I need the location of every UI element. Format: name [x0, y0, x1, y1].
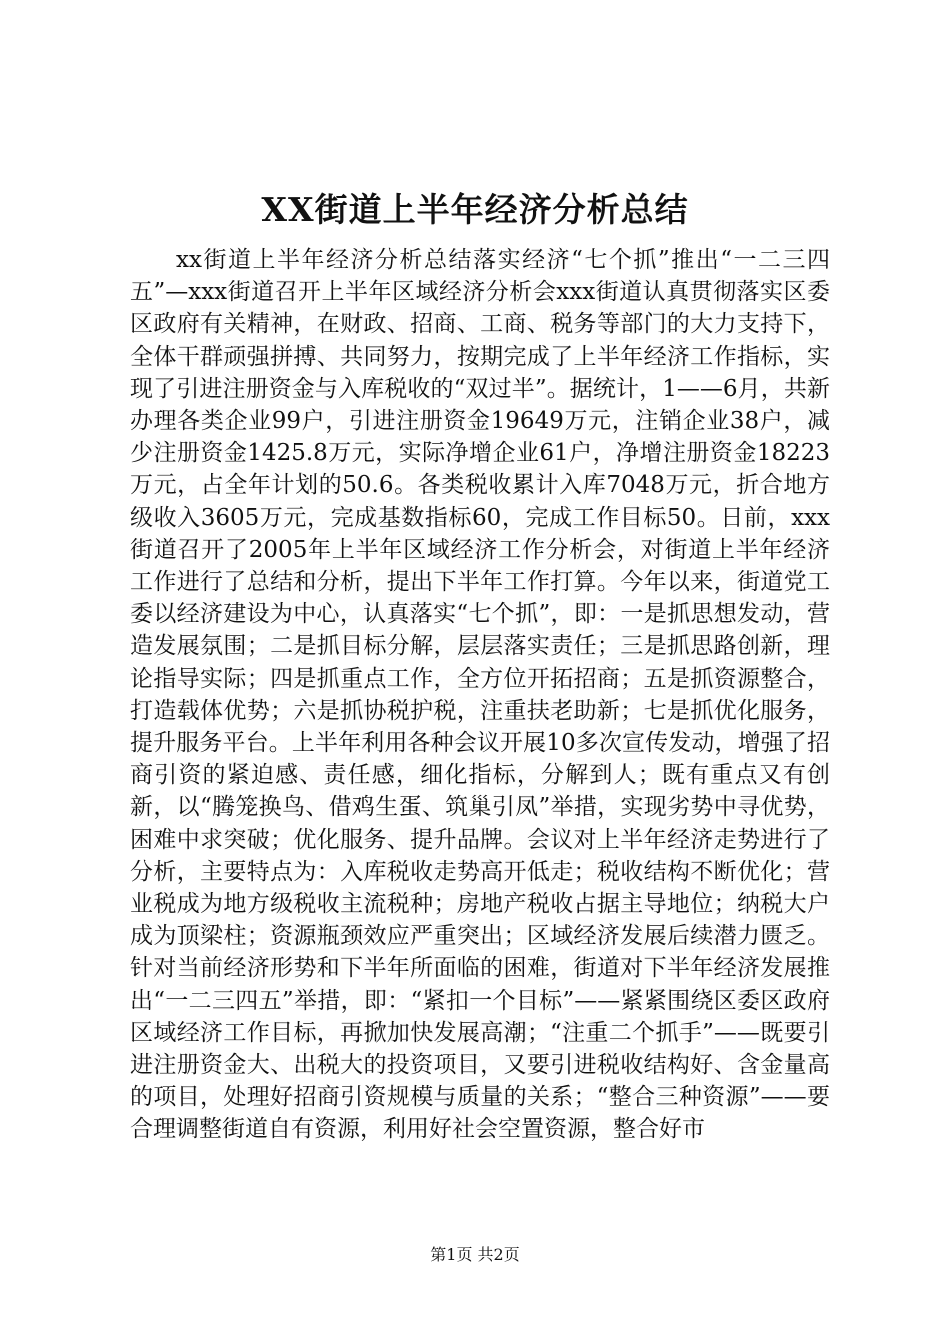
- page-footer: 第1页 共2页: [430, 1245, 520, 1264]
- document-title: XX街道上半年经济分析总结: [261, 190, 689, 229]
- document-body: xx街道上半年经济分析总结落实经济“七个抓”推出“一二三四五”—xxx街道召开上半年区域经济分析会xxx街道认真贯彻落实区委区政府有关精神，在财政、招商、工商、税务等部门的大力支持下，全体干群顽强拼搏、共同努力，按期完成了上半年经济工作指标，实现了引进注册资金与入库税收的“双过半”。据统计，1——6月，共新办理各类企业99户，引进注册资金19649万元，注销企业38户，减少注册资金1425.8万元，实际净增企业61户，净增注册资金18223万元，占全年计划的50.6。各类税收累计入库7048万元，折合地方级收入3605万元，完成基数指标60，完成工作目标50。日前，xxx街道召开了2005年上半年区域经济工作分析会，对街道上半年经济工作进行了总结和分析，提出下半年工作打算。今年以来，街道党工委以经济建设为中心，认真落实“七个抓”，即：一是抓思想发动，营造发展氛围；二是抓目标分解，层层落实责任；三是抓思路创新，理论指导实际；四是抓重点工作，全方位开拓招商；五是抓资源整合，打造载体优势；六是抓协税护税，注重扶老助新；七是抓优化服务，提升服务平台。上半年利用各种会议开展10多次宣传发动，增强了招商引资的紧迫感、责任感，细化指标，分解到人；既有重点又有创新，以“腾笼换鸟、借鸡生蛋、筑巢引凤”举措，实现劣势中寻优势，困难中求突破；优化服务、提升品牌。会议对上半年经济走势进行了分析，主要特点为：入库税收走势高开低走；税收结构不断优化；营业税成为地方级税收主流税种；房地产税收占据主导地位；纳税大户成为顶梁柱；资源瓶颈效应严重突出；区域经济发展后续潜力匮乏。针对当前经济形势和下半年所面临的困难，街道对下半年经济发展推出“一二三四五”举措，即：“紧扣一个目标”——紧紧围绕区委区政府区域经济工作目标，再掀加快发展高潮；“注重二个抓手”——既要引进注册资金大、出税大的投资项目，又要引进税收结构好、含金量高的项目，处理好招商引资规模与质量的关系；“整合三种资源”——要合理调整街道自有资源，利用好社会空置资源，整合好市: [130, 247, 830, 1143]
